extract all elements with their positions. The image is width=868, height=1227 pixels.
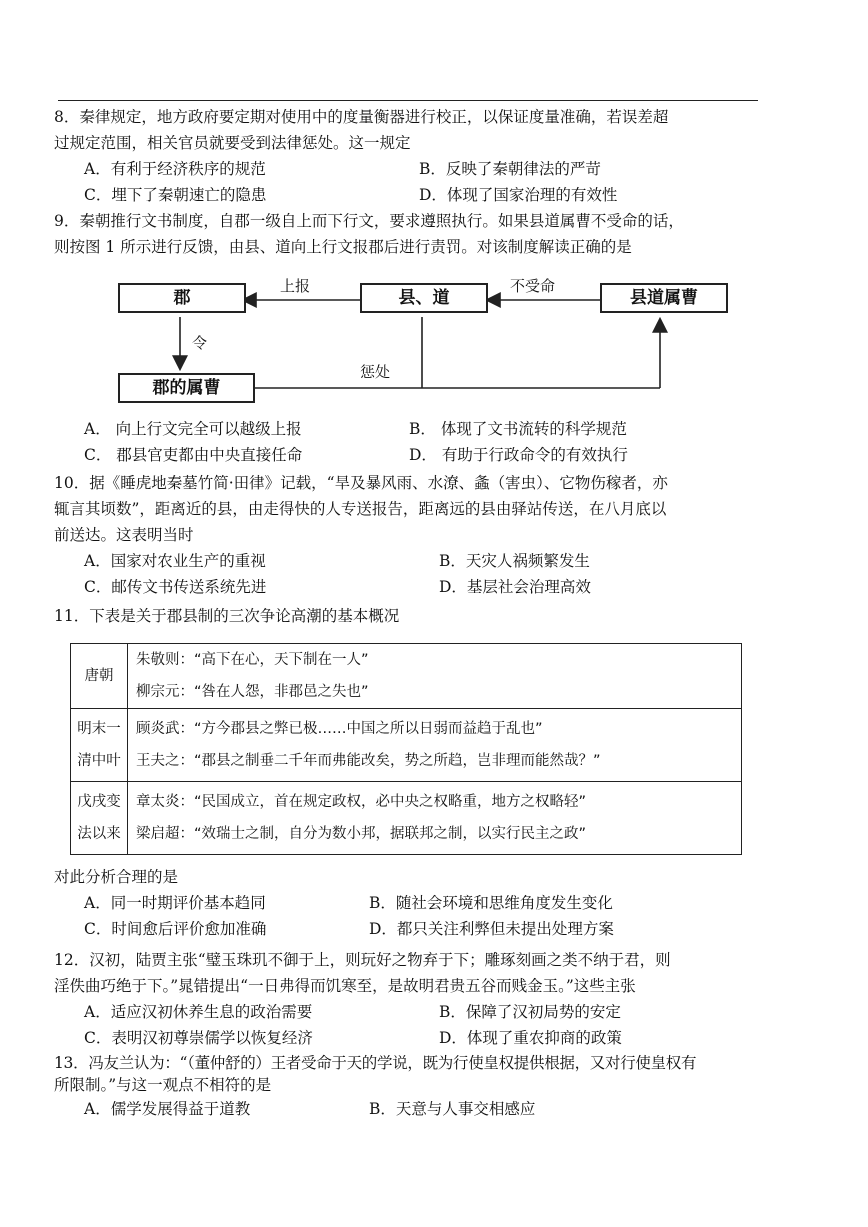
quote-line: 柳宗元：“咎在人怨，非郡邑之失也” [136, 684, 369, 700]
q9-option-b[interactable]: B． 体现了文书流转的科学规范 [409, 420, 627, 438]
q9-stem-line-2: 则按图 1 所示进行反馈，由县、道向上行文报郡后进行责罚。对该制度解读正确的是 [54, 238, 632, 256]
q9-option-a[interactable]: A． 向上行文完全可以越级上报 [84, 420, 302, 438]
q10-stem-line-1: 10．据《睡虎地秦墓竹简·田律》记载，“旱及暴风雨、水潦、螽（害虫）、它物伤稼者，亦 [54, 474, 668, 492]
label-shangbao: 上报 [280, 277, 311, 295]
q8-option-b[interactable]: B．反映了秦朝律法的严苛 [419, 160, 601, 178]
question-12 [54, 947, 764, 1051]
q11-option-d[interactable]: D．都只关注利弊但未提出处理方案 [369, 920, 614, 938]
quote-cell [128, 644, 742, 709]
quote-line: 王夫之：“郡县之制垂二千年而弗能改矣，势之所趋，岂非理而能然哉？” [136, 753, 601, 769]
question-8 [54, 104, 764, 208]
q10-option-b[interactable]: B．天灾人祸频繁发生 [439, 552, 590, 570]
q9-option-d[interactable]: D． 有助于行政命令的有效执行 [409, 446, 628, 464]
era-line: 唐朝 [84, 668, 114, 684]
q11-stem: 11．下表是关于郡县制的三次争论高潮的基本概况 [54, 607, 400, 625]
label-chengchu: 惩处 [360, 363, 391, 381]
q11-option-b[interactable]: B．随社会环境和思维角度发生变化 [369, 894, 613, 912]
era-line: 明末一 [77, 721, 121, 737]
question-9 [54, 208, 764, 260]
era-line: 法以来 [77, 826, 121, 842]
q12-option-d[interactable]: D．体现了重农抑商的政策 [439, 1029, 622, 1047]
q13-stem-line-1: 13．冯友兰认为：“（董仲舒的）王者受命于天的学说，既为行使皇权提供根据，又对行使皇权有 [54, 1054, 697, 1072]
table-row [71, 782, 742, 855]
quote-line: 朱敬则：“高下在心，天下制在一人” [136, 652, 369, 668]
q12-stem-line-2: 淫佚曲巧绝于下。”晁错提出“一日弗得而饥寒至，是故明君贵五谷而贱金玉。”这些主张 [54, 977, 636, 995]
box-jun: 郡 [118, 283, 246, 313]
q11-option-c[interactable]: C．时间愈后评价愈加准确 [84, 920, 267, 938]
q12-option-b[interactable]: B．保障了汉初局势的安定 [439, 1003, 621, 1021]
era-line: 清中叶 [77, 753, 121, 769]
q12-stem-line-1: 12．汉初，陆贾主张“璧玉珠玑不御于上，则玩好之物弃于下；雕琢刻画之类不纳于君，则 [54, 951, 671, 969]
era-cell [71, 782, 128, 855]
top-rule [58, 100, 758, 101]
era-line: 戊戌变 [77, 794, 121, 810]
era-cell [71, 644, 128, 709]
quote-line: 章太炎：“民国成立，首在规定政权，必中央之权略重，地方之权略轻” [136, 794, 587, 810]
q11-after: 对此分析合理的是 [54, 868, 179, 886]
box-xiandao: 县、道 [360, 283, 488, 313]
q10-stem-line-3: 前送达。这表明当时 [54, 526, 194, 544]
quote-cell [128, 709, 742, 782]
question-11 [54, 603, 764, 629]
q11-option-a[interactable]: A．同一时期评价基本趋同 [84, 894, 266, 912]
question-13 [54, 1052, 764, 1122]
q12-option-c[interactable]: C．表明汉初尊崇儒学以恢复经济 [84, 1029, 313, 1047]
q8-stem-line-2: 过规定范围，相关官员就要受到法律惩处。这一规定 [54, 134, 411, 152]
label-ling: 令 [192, 334, 208, 352]
q9-stem-line-1: 9．秦朝推行文书制度，自郡一级自上而下行文，要求遵照执行。如果县道属曹不受命的话， [54, 212, 684, 230]
q10-option-c[interactable]: C．邮传文书传送系统先进 [84, 578, 267, 596]
q8-option-d[interactable]: D．体现了国家治理的有效性 [419, 186, 618, 204]
q13-option-a[interactable]: A．儒学发展得益于道教 [84, 1100, 251, 1118]
q8-option-c[interactable]: C．埋下了秦朝速亡的隐患 [84, 186, 267, 204]
q10-option-a[interactable]: A．国家对农业生产的重视 [84, 552, 266, 570]
era-cell [71, 709, 128, 782]
box-xiandao-shucao: 县道属曹 [600, 283, 728, 313]
quote-line: 梁启超：“效瑞士之制，自分为数小邦，据联邦之制，以实行民主之政” [136, 826, 587, 842]
q13-option-b[interactable]: B．天意与人事交相感应 [369, 1100, 536, 1118]
table-row [71, 709, 742, 782]
question-10 [54, 470, 764, 600]
q12-option-a[interactable]: A．适应汉初休养生息的政治需要 [84, 1003, 313, 1021]
q8-option-a[interactable]: A．有利于经济秩序的规范 [84, 160, 266, 178]
q9-option-c[interactable]: C． 郡县官吏都由中央直接任命 [84, 446, 303, 464]
q10-option-d[interactable]: D．基层社会治理高效 [439, 578, 591, 596]
box-jun-shucao: 郡的属曹 [118, 373, 255, 403]
q11-analysis [54, 864, 764, 942]
quote-line: 顾炎武：“方今郡县之弊已极……中国之所以日弱而益趋于乱也” [136, 721, 543, 737]
q11-table [70, 643, 742, 855]
label-bushouming: 不受命 [510, 277, 556, 295]
quote-cell [128, 782, 742, 855]
q13-stem-line-2: 所限制。”与这一观点不相符的是 [54, 1076, 272, 1094]
table-row [71, 644, 742, 709]
q8-stem-line-1: 8．秦律规定，地方政府要定期对使用中的度量衡器进行校正，以保证度量准确，若误差超 [54, 108, 669, 126]
q9-flow-diagram [110, 270, 750, 410]
q9-options [54, 416, 764, 468]
q10-stem-line-2: 辄言其顷数”，距离近的县，由走得快的人专送报告，距离远的县由驿站传送，在八月底以 [54, 500, 667, 518]
